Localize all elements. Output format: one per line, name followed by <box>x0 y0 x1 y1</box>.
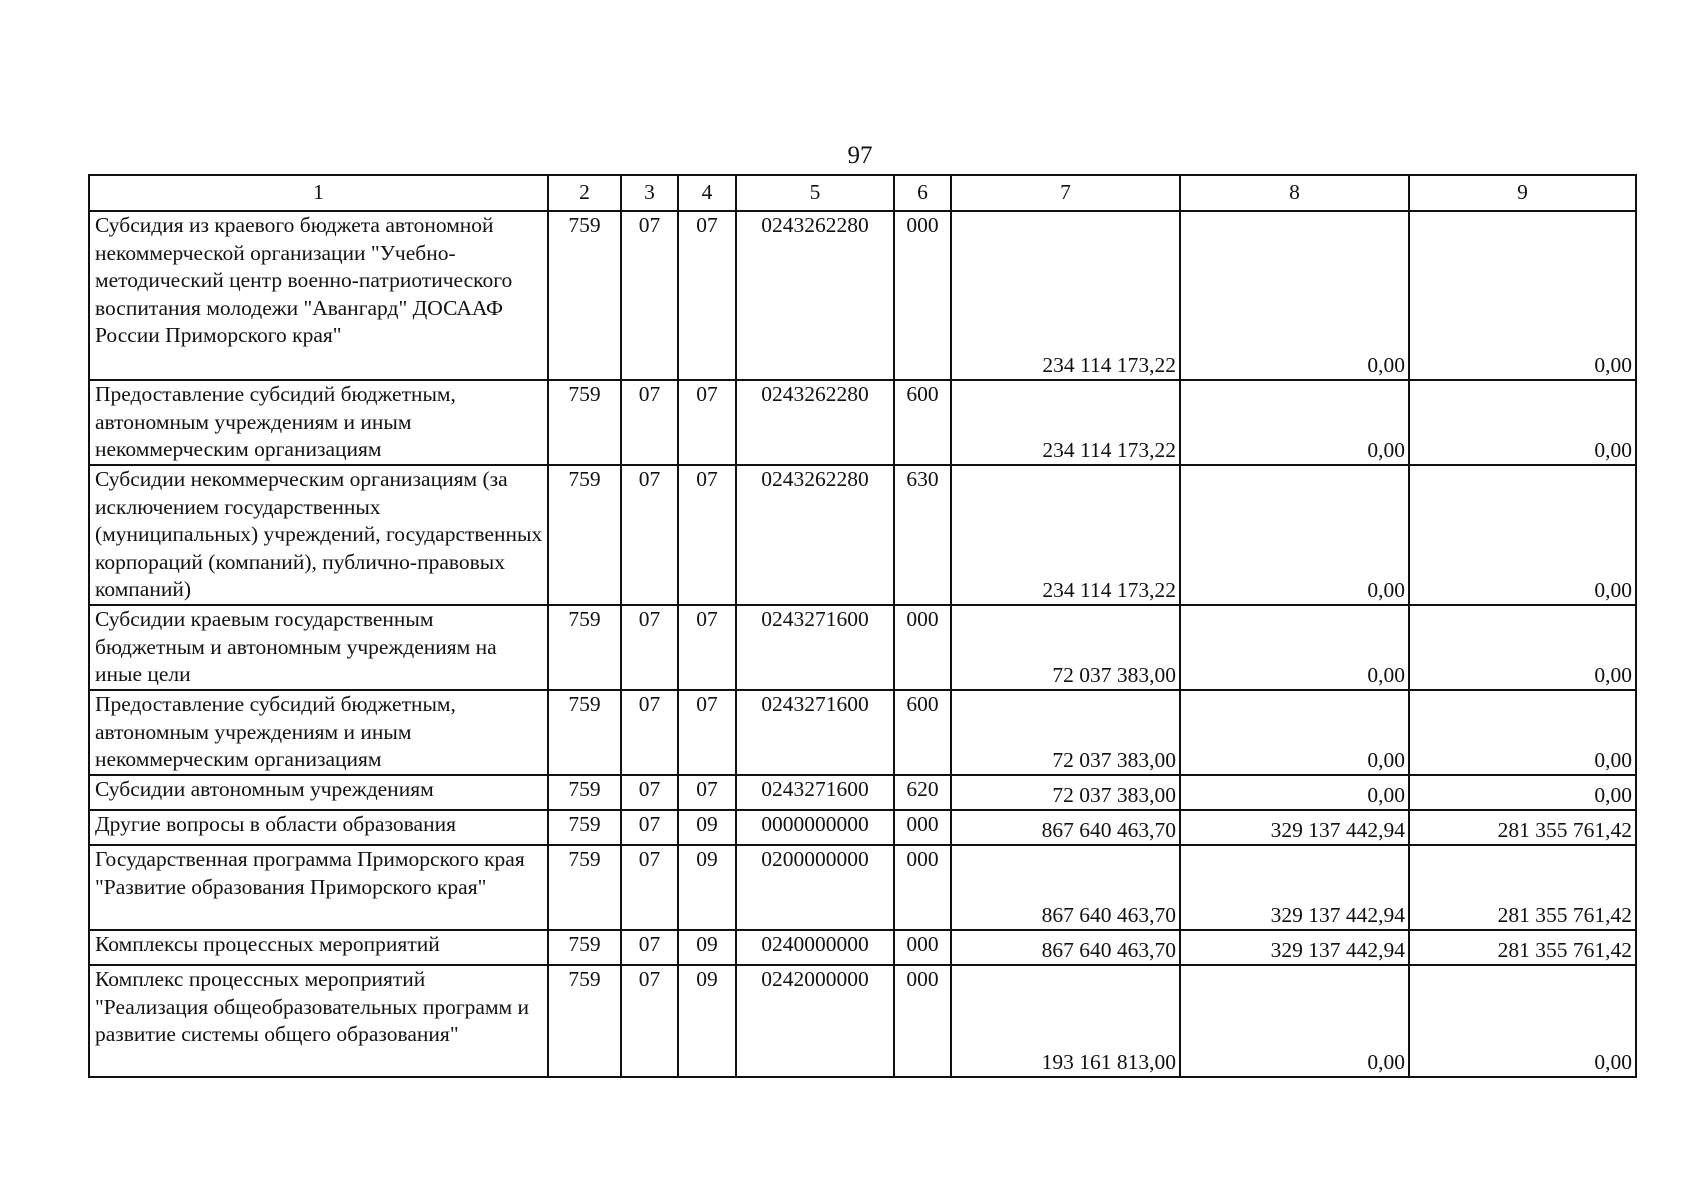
amount-col-8: 0,00 <box>1180 211 1409 380</box>
amount-col-7: 234 114 173,22 <box>951 380 1180 465</box>
subsection-code: 07 <box>678 211 736 380</box>
section-code: 07 <box>621 465 678 605</box>
row-description: Государственная программа Приморского края "Развитие образования Приморского края" <box>89 845 548 930</box>
subsection-code: 07 <box>678 605 736 690</box>
ministry-code: 759 <box>548 380 621 465</box>
amount-col-7: 867 640 463,70 <box>951 845 1180 930</box>
target-article-code: 0200000000 <box>736 845 894 930</box>
target-article-code: 0243271600 <box>736 775 894 810</box>
section-code: 07 <box>621 810 678 845</box>
amount-col-7: 234 114 173,22 <box>951 211 1180 380</box>
expense-type-code: 000 <box>894 211 951 380</box>
row-description: Предоставление субсидий бюджетным, автономным учреждениям и иным некоммерческим организациям <box>89 380 548 465</box>
target-article-code: 0243262280 <box>736 465 894 605</box>
amount-col-9: 281 355 761,42 <box>1409 845 1636 930</box>
column-header: 1 <box>89 175 548 211</box>
expense-type-code: 600 <box>894 380 951 465</box>
amount-col-8: 329 137 442,94 <box>1180 930 1409 965</box>
ministry-code: 759 <box>548 845 621 930</box>
amount-col-7: 867 640 463,70 <box>951 930 1180 965</box>
section-code: 07 <box>621 690 678 775</box>
row-description: Комплексы процессных мероприятий <box>89 930 548 965</box>
amount-col-9: 281 355 761,42 <box>1409 810 1636 845</box>
amount-col-9: 0,00 <box>1409 690 1636 775</box>
amount-col-8: 0,00 <box>1180 465 1409 605</box>
section-code: 07 <box>621 965 678 1077</box>
section-code: 07 <box>621 605 678 690</box>
amount-col-9: 0,00 <box>1409 465 1636 605</box>
row-description: Субсидии некоммерческим организациям (за исключением государственных (муниципальных) учреждений, государственных корпораций (компаний), публично-правовых компаний) <box>89 465 548 605</box>
expense-type-code: 000 <box>894 810 951 845</box>
table-row <box>89 775 1636 810</box>
section-code: 07 <box>621 380 678 465</box>
amount-col-7: 72 037 383,00 <box>951 605 1180 690</box>
header-row <box>89 175 1636 211</box>
table-row <box>89 465 1636 605</box>
subsection-code: 09 <box>678 810 736 845</box>
column-header: 4 <box>678 175 736 211</box>
expense-type-code: 620 <box>894 775 951 810</box>
target-article-code: 0243262280 <box>736 211 894 380</box>
column-header: 7 <box>951 175 1180 211</box>
amount-col-9: 0,00 <box>1409 605 1636 690</box>
subsection-code: 09 <box>678 930 736 965</box>
column-header: 8 <box>1180 175 1409 211</box>
column-header: 3 <box>621 175 678 211</box>
table-row <box>89 930 1636 965</box>
column-header: 6 <box>894 175 951 211</box>
ministry-code: 759 <box>548 465 621 605</box>
amount-col-8: 0,00 <box>1180 775 1409 810</box>
page-number: 97 <box>847 142 873 169</box>
target-article-code: 0243271600 <box>736 690 894 775</box>
section-code: 07 <box>621 930 678 965</box>
target-article-code: 0000000000 <box>736 810 894 845</box>
table-row <box>89 690 1636 775</box>
column-header: 2 <box>548 175 621 211</box>
target-article-code: 0243271600 <box>736 605 894 690</box>
amount-col-9: 0,00 <box>1409 211 1636 380</box>
expense-type-code: 000 <box>894 965 951 1077</box>
table-row <box>89 380 1636 465</box>
amount-col-9: 281 355 761,42 <box>1409 930 1636 965</box>
amount-col-7: 72 037 383,00 <box>951 690 1180 775</box>
amount-col-7: 193 161 813,00 <box>951 965 1180 1077</box>
subsection-code: 07 <box>678 775 736 810</box>
amount-col-8: 0,00 <box>1180 690 1409 775</box>
amount-col-8: 0,00 <box>1180 965 1409 1077</box>
section-code: 07 <box>621 211 678 380</box>
subsection-code: 09 <box>678 965 736 1077</box>
column-header: 9 <box>1409 175 1636 211</box>
expense-type-code: 000 <box>894 930 951 965</box>
row-description: Комплекс процессных мероприятий "Реализация общеобразовательных программ и развитие системы общего образования" <box>89 965 548 1077</box>
table-row <box>89 605 1636 690</box>
amount-col-8: 329 137 442,94 <box>1180 810 1409 845</box>
amount-col-9: 0,00 <box>1409 965 1636 1077</box>
amount-col-9: 0,00 <box>1409 775 1636 810</box>
target-article-code: 0243262280 <box>736 380 894 465</box>
table-row <box>89 965 1636 1077</box>
budget-table <box>88 174 1637 1078</box>
ministry-code: 759 <box>548 211 621 380</box>
ministry-code: 759 <box>548 605 621 690</box>
target-article-code: 0242000000 <box>736 965 894 1077</box>
row-description: Субсидия из краевого бюджета автономной некоммерческой организации "Учебно-методический центр военно-патриотического воспитания молодежи "Авангард" ДОСААФ России Приморского края" <box>89 211 548 380</box>
section-code: 07 <box>621 775 678 810</box>
row-description: Предоставление субсидий бюджетным, автономным учреждениям и иным некоммерческим организациям <box>89 690 548 775</box>
target-article-code: 0240000000 <box>736 930 894 965</box>
amount-col-7: 234 114 173,22 <box>951 465 1180 605</box>
subsection-code: 07 <box>678 690 736 775</box>
table-row <box>89 845 1636 930</box>
row-description: Субсидии автономным учреждениям <box>89 775 548 810</box>
table-row <box>89 810 1636 845</box>
table-row <box>89 211 1636 380</box>
row-description: Другие вопросы в области образования <box>89 810 548 845</box>
column-header: 5 <box>736 175 894 211</box>
ministry-code: 759 <box>548 810 621 845</box>
ministry-code: 759 <box>548 930 621 965</box>
row-description: Субсидии краевым государственным бюджетным и автономным учреждениям на иные цели <box>89 605 548 690</box>
expense-type-code: 600 <box>894 690 951 775</box>
ministry-code: 759 <box>548 775 621 810</box>
amount-col-8: 329 137 442,94 <box>1180 845 1409 930</box>
subsection-code: 09 <box>678 845 736 930</box>
ministry-code: 759 <box>548 690 621 775</box>
expense-type-code: 000 <box>894 605 951 690</box>
amount-col-8: 0,00 <box>1180 380 1409 465</box>
section-code: 07 <box>621 845 678 930</box>
expense-type-code: 000 <box>894 845 951 930</box>
ministry-code: 759 <box>548 965 621 1077</box>
amount-col-9: 0,00 <box>1409 380 1636 465</box>
subsection-code: 07 <box>678 465 736 605</box>
amount-col-8: 0,00 <box>1180 605 1409 690</box>
amount-col-7: 72 037 383,00 <box>951 775 1180 810</box>
amount-col-7: 867 640 463,70 <box>951 810 1180 845</box>
expense-type-code: 630 <box>894 465 951 605</box>
subsection-code: 07 <box>678 380 736 465</box>
